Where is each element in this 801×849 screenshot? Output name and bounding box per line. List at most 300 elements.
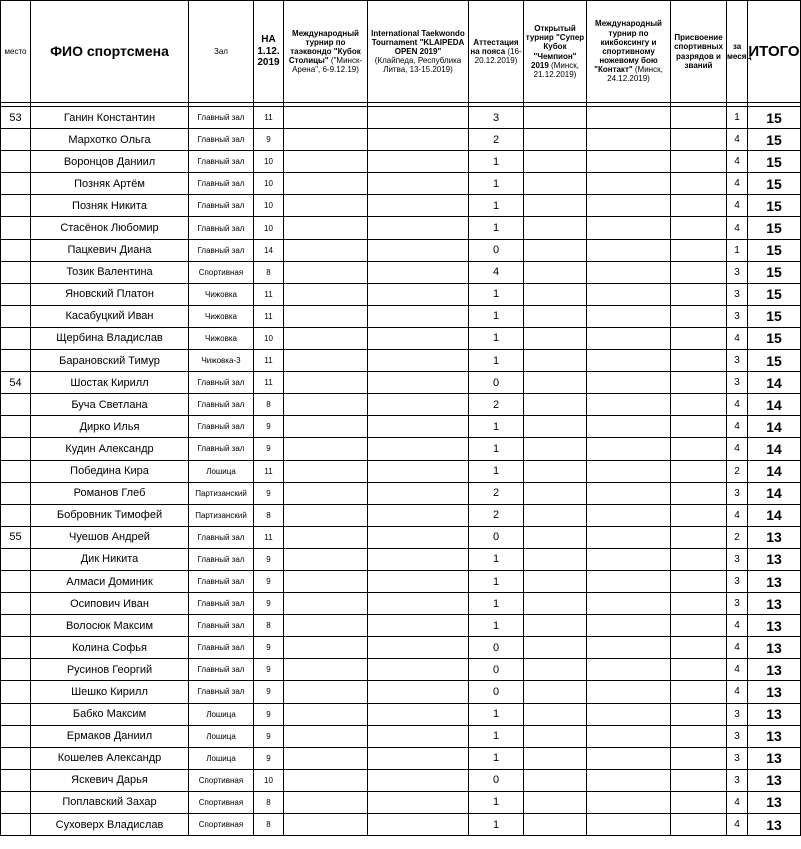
table-row	[1, 769, 801, 791]
row-place	[1, 570, 31, 592]
row-na: 9	[254, 438, 284, 460]
row-place	[1, 747, 31, 769]
row-place	[1, 283, 31, 305]
row-name: Барановский Тимур	[31, 350, 189, 372]
table-row	[1, 659, 801, 681]
header-row	[1, 1, 801, 103]
row-capital-cup	[284, 526, 368, 548]
row-ranks	[671, 482, 727, 504]
row-total: 15	[748, 107, 801, 129]
header-month: за месяц	[727, 1, 748, 103]
row-kickboxing	[587, 526, 671, 548]
row-kickboxing	[587, 504, 671, 526]
row-total: 14	[748, 372, 801, 394]
table-row	[1, 548, 801, 570]
row-place	[1, 173, 31, 195]
row-kickboxing	[587, 350, 671, 372]
row-supercup	[524, 305, 587, 327]
row-na: 9	[254, 416, 284, 438]
row-supercup	[524, 173, 587, 195]
row-kickboxing	[587, 327, 671, 349]
row-capital-cup	[284, 129, 368, 151]
header-total: ИТОГО	[748, 1, 801, 103]
row-na: 9	[254, 703, 284, 725]
row-total: 13	[748, 570, 801, 592]
row-place	[1, 615, 31, 637]
row-na: 10	[254, 151, 284, 173]
row-place: 54	[1, 372, 31, 394]
row-ranks	[671, 217, 727, 239]
row-kickboxing	[587, 814, 671, 836]
table-row	[1, 504, 801, 526]
row-attestation: 0	[469, 769, 524, 791]
row-ranks	[671, 769, 727, 791]
header-name: ФИО спортсмена	[31, 1, 189, 103]
row-gym: Главный зал	[189, 681, 254, 703]
row-klaipeda	[368, 637, 469, 659]
row-ranks	[671, 239, 727, 261]
row-ranks	[671, 107, 727, 129]
row-kickboxing	[587, 548, 671, 570]
row-kickboxing	[587, 482, 671, 504]
row-month: 4	[727, 504, 748, 526]
row-klaipeda	[368, 239, 469, 261]
row-supercup	[524, 283, 587, 305]
row-attestation: 1	[469, 416, 524, 438]
row-kickboxing	[587, 129, 671, 151]
row-ranks	[671, 637, 727, 659]
row-gym: Спортивная	[189, 791, 254, 813]
header-capital-cup-title: Международный турнир по таэквондо "Кубок Столицы"	[288, 28, 361, 66]
row-capital-cup	[284, 261, 368, 283]
row-name: Буча Светлана	[31, 394, 189, 416]
row-attestation: 1	[469, 725, 524, 747]
row-gym: Лошица	[189, 703, 254, 725]
header-klaipeda	[368, 1, 469, 103]
row-klaipeda	[368, 593, 469, 615]
header-supercup-title: Открытый турнир "Супер Кубок "Чемпион" 2019	[525, 23, 585, 70]
header-place: место	[1, 1, 31, 103]
row-capital-cup	[284, 460, 368, 482]
row-ranks	[671, 151, 727, 173]
row-supercup	[524, 659, 587, 681]
row-gym: Спортивная	[189, 814, 254, 836]
row-capital-cup	[284, 239, 368, 261]
row-na: 8	[254, 814, 284, 836]
row-month: 3	[727, 305, 748, 327]
row-klaipeda	[368, 107, 469, 129]
row-attestation: 0	[469, 372, 524, 394]
table-row	[1, 681, 801, 703]
row-name: Шешко Кирилл	[31, 681, 189, 703]
row-ranks	[671, 394, 727, 416]
row-capital-cup	[284, 305, 368, 327]
row-klaipeda	[368, 747, 469, 769]
row-supercup	[524, 703, 587, 725]
row-capital-cup	[284, 570, 368, 592]
row-kickboxing	[587, 173, 671, 195]
row-attestation: 1	[469, 195, 524, 217]
row-attestation: 0	[469, 637, 524, 659]
row-na: 9	[254, 725, 284, 747]
row-capital-cup	[284, 327, 368, 349]
table-row	[1, 327, 801, 349]
row-month: 4	[727, 791, 748, 813]
row-name: Чуешов Андрей	[31, 526, 189, 548]
row-place	[1, 460, 31, 482]
row-gym: Лошица	[189, 460, 254, 482]
row-supercup	[524, 261, 587, 283]
row-capital-cup	[284, 151, 368, 173]
header-capital-cup-detail: ("Минск-Арена", 6-9.12.19)	[292, 56, 363, 75]
row-gym: Главный зал	[189, 593, 254, 615]
row-gym: Спортивная	[189, 769, 254, 791]
row-klaipeda	[368, 482, 469, 504]
row-attestation: 2	[469, 129, 524, 151]
row-na: 11	[254, 350, 284, 372]
row-na: 9	[254, 482, 284, 504]
row-gym: Главный зал	[189, 151, 254, 173]
row-ranks	[671, 526, 727, 548]
row-month: 4	[727, 814, 748, 836]
row-na: 11	[254, 526, 284, 548]
row-gym: Спортивная	[189, 261, 254, 283]
row-na: 9	[254, 570, 284, 592]
header-kickboxing-detail: (Минск, 24.12.2019)	[607, 65, 663, 84]
row-name: Ермаков Даниил	[31, 725, 189, 747]
row-name: Победина Кира	[31, 460, 189, 482]
row-month: 4	[727, 195, 748, 217]
row-attestation: 0	[469, 659, 524, 681]
row-ranks	[671, 438, 727, 460]
row-ranks	[671, 129, 727, 151]
row-total: 13	[748, 526, 801, 548]
row-name: Бобровник Тимофей	[31, 504, 189, 526]
row-capital-cup	[284, 548, 368, 570]
table-row	[1, 305, 801, 327]
row-name: Ганин Константин	[31, 107, 189, 129]
row-na: 9	[254, 659, 284, 681]
row-ranks	[671, 681, 727, 703]
row-month: 4	[727, 416, 748, 438]
table-row	[1, 725, 801, 747]
header-na-line1: НА	[261, 34, 276, 46]
table-row	[1, 372, 801, 394]
row-month: 4	[727, 151, 748, 173]
row-attestation: 1	[469, 327, 524, 349]
row-kickboxing	[587, 151, 671, 173]
row-klaipeda	[368, 350, 469, 372]
row-ranks	[671, 327, 727, 349]
row-klaipeda	[368, 129, 469, 151]
row-place	[1, 350, 31, 372]
row-month: 1	[727, 107, 748, 129]
row-supercup	[524, 548, 587, 570]
row-capital-cup	[284, 372, 368, 394]
row-place	[1, 769, 31, 791]
row-ranks	[671, 791, 727, 813]
row-klaipeda	[368, 261, 469, 283]
row-total: 15	[748, 151, 801, 173]
row-supercup	[524, 129, 587, 151]
row-name: Романов Глеб	[31, 482, 189, 504]
row-total: 15	[748, 327, 801, 349]
row-total: 13	[748, 703, 801, 725]
row-attestation: 3	[469, 107, 524, 129]
row-ranks	[671, 747, 727, 769]
row-klaipeda	[368, 195, 469, 217]
row-month: 4	[727, 659, 748, 681]
row-total: 14	[748, 504, 801, 526]
row-name: Колина Софья	[31, 637, 189, 659]
row-name: Тозик Валентина	[31, 261, 189, 283]
row-attestation: 1	[469, 217, 524, 239]
row-kickboxing	[587, 283, 671, 305]
row-na: 11	[254, 107, 284, 129]
row-month: 3	[727, 769, 748, 791]
row-ranks	[671, 195, 727, 217]
row-supercup	[524, 681, 587, 703]
row-capital-cup	[284, 703, 368, 725]
row-gym: Главный зал	[189, 394, 254, 416]
header-gym: Зал	[189, 1, 254, 103]
row-capital-cup	[284, 416, 368, 438]
row-gym: Лошица	[189, 725, 254, 747]
row-name: Стасёнок Любомир	[31, 217, 189, 239]
row-place	[1, 129, 31, 151]
table-row	[1, 416, 801, 438]
row-total: 15	[748, 173, 801, 195]
row-kickboxing	[587, 637, 671, 659]
row-na: 9	[254, 548, 284, 570]
row-supercup	[524, 526, 587, 548]
row-place	[1, 217, 31, 239]
row-klaipeda	[368, 460, 469, 482]
row-supercup	[524, 504, 587, 526]
row-month: 2	[727, 460, 748, 482]
row-month: 3	[727, 372, 748, 394]
row-attestation: 1	[469, 283, 524, 305]
row-attestation: 1	[469, 350, 524, 372]
row-attestation: 1	[469, 173, 524, 195]
row-attestation: 1	[469, 570, 524, 592]
row-total: 14	[748, 394, 801, 416]
row-ranks	[671, 460, 727, 482]
row-klaipeda	[368, 504, 469, 526]
row-name: Суховерх Владислав	[31, 814, 189, 836]
row-na: 9	[254, 593, 284, 615]
row-kickboxing	[587, 416, 671, 438]
row-month: 4	[727, 217, 748, 239]
header-kickboxing-title: Международный турнир по кикбоксингу и спортивному ножевому бою "Контакт"	[594, 19, 662, 75]
row-capital-cup	[284, 350, 368, 372]
row-place	[1, 504, 31, 526]
row-month: 1	[727, 239, 748, 261]
row-klaipeda	[368, 372, 469, 394]
row-klaipeda	[368, 703, 469, 725]
row-supercup	[524, 327, 587, 349]
row-total: 15	[748, 239, 801, 261]
row-place	[1, 681, 31, 703]
row-klaipeda	[368, 814, 469, 836]
row-na: 9	[254, 129, 284, 151]
row-total: 13	[748, 593, 801, 615]
row-month: 4	[727, 129, 748, 151]
row-month: 4	[727, 173, 748, 195]
row-total: 13	[748, 637, 801, 659]
row-place	[1, 438, 31, 460]
row-gym: Главный зал	[189, 107, 254, 129]
header-attestation-title: Аттестация на пояса	[470, 37, 519, 56]
row-kickboxing	[587, 570, 671, 592]
row-na: 8	[254, 791, 284, 813]
row-place	[1, 725, 31, 747]
row-na: 10	[254, 195, 284, 217]
row-attestation: 1	[469, 814, 524, 836]
row-name: Яскевич Дарья	[31, 769, 189, 791]
row-month: 3	[727, 725, 748, 747]
table-row	[1, 791, 801, 813]
row-month: 3	[727, 283, 748, 305]
header-capital-cup	[284, 1, 368, 103]
row-gym: Главный зал	[189, 637, 254, 659]
row-ranks	[671, 725, 727, 747]
row-place	[1, 814, 31, 836]
row-gym: Главный зал	[189, 195, 254, 217]
row-klaipeda	[368, 791, 469, 813]
row-klaipeda	[368, 173, 469, 195]
table-row	[1, 438, 801, 460]
table-row	[1, 151, 801, 173]
row-attestation: 2	[469, 504, 524, 526]
row-place	[1, 593, 31, 615]
row-gym: Главный зал	[189, 129, 254, 151]
row-na: 14	[254, 239, 284, 261]
row-supercup	[524, 195, 587, 217]
row-kickboxing	[587, 107, 671, 129]
row-place	[1, 327, 31, 349]
row-gym: Чижовка-3	[189, 350, 254, 372]
row-place: 53	[1, 107, 31, 129]
row-na: 8	[254, 504, 284, 526]
row-total: 15	[748, 305, 801, 327]
row-na: 10	[254, 173, 284, 195]
row-attestation: 1	[469, 438, 524, 460]
row-total: 15	[748, 195, 801, 217]
row-attestation: 1	[469, 151, 524, 173]
row-total: 13	[748, 681, 801, 703]
table-row	[1, 570, 801, 592]
table-row	[1, 482, 801, 504]
row-place	[1, 239, 31, 261]
row-place	[1, 791, 31, 813]
row-capital-cup	[284, 438, 368, 460]
row-gym: Главный зал	[189, 570, 254, 592]
row-supercup	[524, 637, 587, 659]
row-name: Осипович Иван	[31, 593, 189, 615]
row-name: Поплавский Захар	[31, 791, 189, 813]
table-row	[1, 195, 801, 217]
row-capital-cup	[284, 195, 368, 217]
header-supercup-detail: (Минск, 21.12.2019)	[533, 60, 579, 79]
row-month: 4	[727, 394, 748, 416]
row-kickboxing	[587, 217, 671, 239]
row-total: 15	[748, 261, 801, 283]
row-capital-cup	[284, 482, 368, 504]
row-ranks	[671, 814, 727, 836]
row-name: Бабко Максим	[31, 703, 189, 725]
row-na: 8	[254, 394, 284, 416]
row-ranks	[671, 504, 727, 526]
row-attestation: 1	[469, 593, 524, 615]
row-na: 8	[254, 615, 284, 637]
row-ranks	[671, 615, 727, 637]
row-na: 9	[254, 637, 284, 659]
table-row	[1, 394, 801, 416]
row-supercup	[524, 615, 587, 637]
row-capital-cup	[284, 504, 368, 526]
header-klaipeda-title: International Taekwondo Tournament "KLAIPEDA OPEN 2019"	[371, 28, 465, 56]
row-total: 13	[748, 747, 801, 769]
row-capital-cup	[284, 615, 368, 637]
row-attestation: 1	[469, 747, 524, 769]
row-place	[1, 416, 31, 438]
row-kickboxing	[587, 791, 671, 813]
row-total: 14	[748, 482, 801, 504]
row-klaipeda	[368, 615, 469, 637]
row-kickboxing	[587, 615, 671, 637]
row-supercup	[524, 350, 587, 372]
row-na: 8	[254, 261, 284, 283]
row-supercup	[524, 482, 587, 504]
row-place	[1, 637, 31, 659]
table-row	[1, 814, 801, 836]
row-attestation: 2	[469, 394, 524, 416]
row-attestation: 1	[469, 548, 524, 570]
row-month: 3	[727, 570, 748, 592]
header-kickboxing	[587, 1, 671, 103]
row-kickboxing	[587, 438, 671, 460]
header-attestation	[469, 1, 524, 103]
row-attestation: 0	[469, 681, 524, 703]
table-row	[1, 526, 801, 548]
row-klaipeda	[368, 769, 469, 791]
row-total: 13	[748, 769, 801, 791]
table-row	[1, 593, 801, 615]
row-place	[1, 659, 31, 681]
row-name: Касабуцкий Иван	[31, 305, 189, 327]
header-na	[254, 1, 284, 103]
row-klaipeda	[368, 151, 469, 173]
row-name: Воронцов Даниил	[31, 151, 189, 173]
row-kickboxing	[587, 747, 671, 769]
row-total: 13	[748, 791, 801, 813]
row-name: Яновский Платон	[31, 283, 189, 305]
row-capital-cup	[284, 791, 368, 813]
row-month: 3	[727, 548, 748, 570]
row-supercup	[524, 151, 587, 173]
row-kickboxing	[587, 305, 671, 327]
row-capital-cup	[284, 747, 368, 769]
row-capital-cup	[284, 769, 368, 791]
row-name: Позняк Никита	[31, 195, 189, 217]
row-supercup	[524, 570, 587, 592]
row-ranks	[671, 372, 727, 394]
row-capital-cup	[284, 659, 368, 681]
row-capital-cup	[284, 107, 368, 129]
row-kickboxing	[587, 261, 671, 283]
row-gym: Главный зал	[189, 217, 254, 239]
